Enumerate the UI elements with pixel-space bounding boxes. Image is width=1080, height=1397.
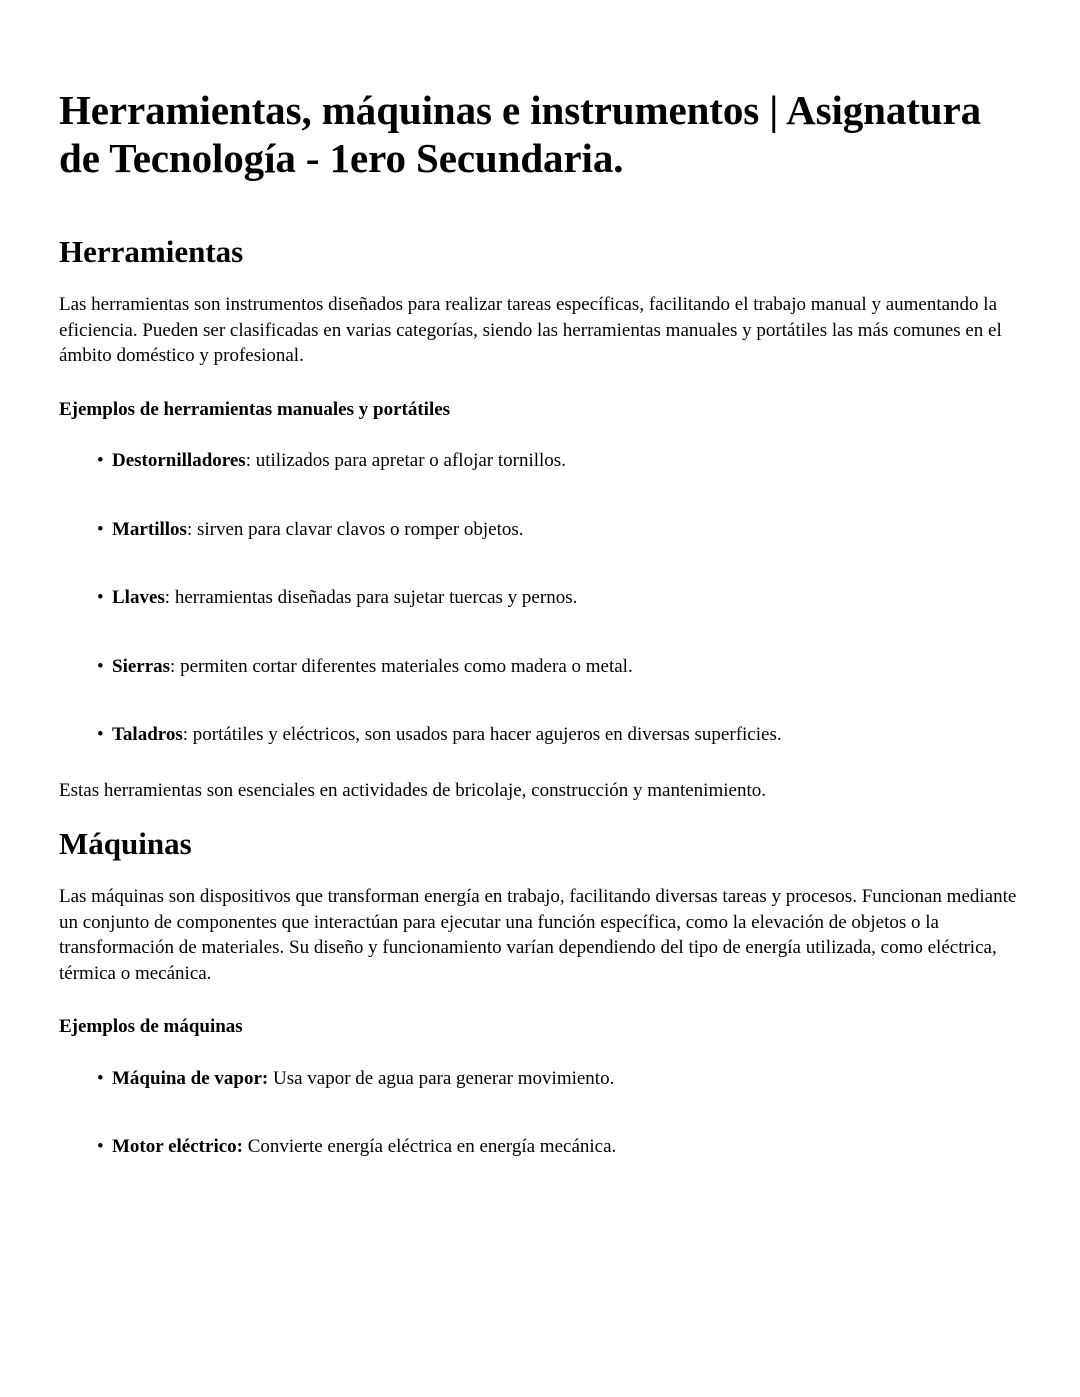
list-item-separator: : bbox=[170, 655, 181, 677]
subheading-ejemplos-maquinas: Ejemplos de máquinas bbox=[59, 1016, 243, 1037]
list-item bbox=[59, 517, 1021, 543]
list-item-description: Convierte energía eléctrica en energía mecánica. bbox=[247, 1136, 617, 1157]
paragraph-maquinas-intro: Las máquinas son dispositivos que transforman energía en trabajo, facilitando diversas tareas y procesos. Funcionan mediante un conjunto de componentes que interactúan para ejecutar una función específica, como la elevación de objetos o la transformación de materiales. Su diseño y funcionamiento varían dependiendo del tipo de energía utilizada, como eléctrica, térmica o mecánica. bbox=[59, 886, 1017, 984]
list-item-term: Destornilladores bbox=[112, 450, 246, 471]
section-heading-herramientas: Herramientas bbox=[59, 234, 244, 269]
subheading-ejemplos-herramientas: Ejemplos de herramientas manuales y portátiles bbox=[59, 398, 451, 420]
list-item-description: Usa vapor de agua para generar movimiento. bbox=[273, 1067, 615, 1089]
bullet-marker-icon: • bbox=[97, 655, 104, 677]
list-item bbox=[59, 585, 1021, 611]
section-herramientas bbox=[59, 234, 1021, 803]
list-maquinas bbox=[59, 1066, 1021, 1160]
bullet-marker-icon: • bbox=[97, 1067, 104, 1089]
list-item bbox=[59, 722, 1021, 748]
paragraph-herramientas-intro: Las herramientas son instrumentos diseñados para realizar tareas específicas, facilitando el trabajo manual y aumentando la eficiencia. Pueden ser clasificadas en varias categorías, siendo las herramientas manuales y portátiles las más comunes en el ámbito doméstico y profesional. bbox=[59, 294, 1002, 366]
bullet-marker-icon: • bbox=[97, 1136, 104, 1157]
section-heading-maquinas: Máquinas bbox=[59, 826, 192, 861]
list-item-term: Martillos bbox=[112, 518, 187, 540]
paragraph-herramientas-closing: Estas herramientas son esenciales en actividades de bricolaje, construcción y mantenimiento. bbox=[59, 779, 766, 801]
list-item-term: Sierras bbox=[112, 655, 171, 677]
list-item-description: sirven para clavar clavos o romper objetos. bbox=[196, 518, 524, 540]
bullet-marker-icon: • bbox=[97, 450, 104, 471]
list-item bbox=[59, 1134, 1021, 1160]
bullet-marker-icon: • bbox=[97, 587, 104, 608]
list-item-description: permiten cortar diferentes materiales como madera o metal. bbox=[180, 655, 633, 677]
list-item bbox=[59, 1066, 1021, 1092]
list-item-separator: : bbox=[245, 450, 256, 471]
bullet-marker-icon: • bbox=[97, 518, 104, 540]
list-item-term: Taladros bbox=[112, 724, 183, 745]
list-item-term: Máquina de vapor: bbox=[112, 1067, 269, 1089]
page-title: Herramientas, máquinas e instrumentos | Asignatura de Tecnología - 1ero Secundaria. bbox=[59, 87, 981, 181]
list-item bbox=[59, 654, 1021, 680]
list-item-term: Motor eléctrico: bbox=[112, 1136, 243, 1157]
list-item-description: utilizados para apretar o aflojar tornillos. bbox=[255, 450, 566, 471]
list-item-term: Llaves bbox=[112, 587, 165, 608]
section-maquinas bbox=[59, 826, 1021, 1160]
list-item-description: portátiles y eléctricos, son usados para hacer agujeros en diversas superficies. bbox=[192, 724, 782, 745]
list-herramientas bbox=[59, 448, 1021, 748]
bullet-marker-icon: • bbox=[97, 724, 104, 745]
list-item-separator: : bbox=[164, 587, 175, 608]
list-item-separator: : bbox=[186, 518, 197, 540]
list-item-description: herramientas diseñadas para sujetar tuercas y pernos. bbox=[174, 587, 578, 608]
list-item-separator: : bbox=[182, 724, 193, 745]
list-item bbox=[59, 448, 1021, 474]
